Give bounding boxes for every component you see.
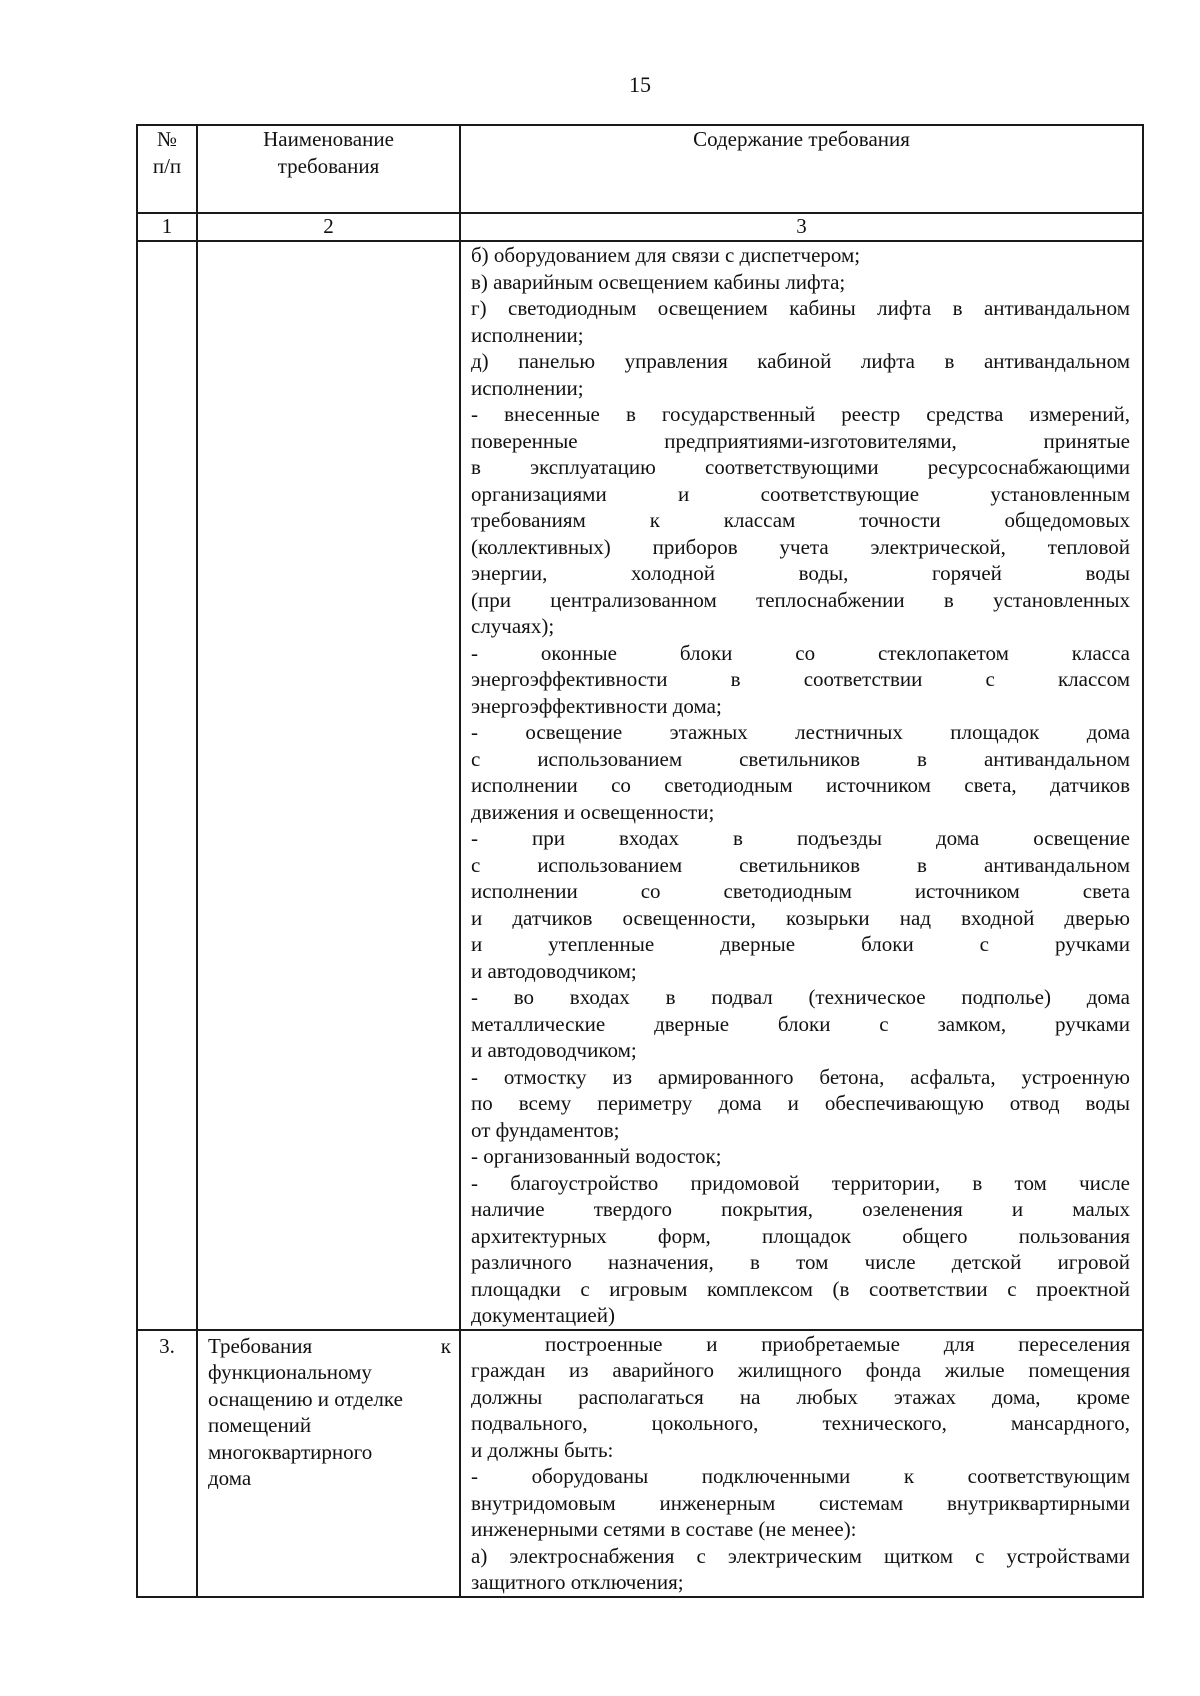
text-line: и датчиков освещенности, козырьки над входной дверью [471, 905, 1130, 930]
text-line: случаях); [471, 614, 555, 638]
text-line: - при входах в подъезды дома освещение [471, 826, 1130, 850]
text-line: документацией) [471, 1303, 615, 1327]
text-line: защитного отключения; [471, 1570, 684, 1594]
text-line: Требования к [208, 1333, 451, 1358]
text-line: с использованием светильников в антивандальном [471, 746, 1130, 771]
text-line: функциональному [208, 1360, 372, 1384]
text-line: энергоэффективности в соответствии с классом [471, 667, 1130, 691]
text-line: от фундаментов; [471, 1117, 620, 1142]
text-line: исполнении со светодиодным источником света [471, 879, 1130, 903]
text-line: - оборудованы подключенными к соответствующим [471, 1464, 1130, 1488]
header-number-line: № [156, 127, 178, 151]
text-line: построенные и приобретаемые для переселения [545, 1331, 1130, 1356]
requirements-table [136, 124, 1144, 1598]
text-line: архитектурных форм, площадок общего пользования [471, 1223, 1130, 1248]
row-content-cell [460, 1330, 1143, 1597]
header-number-line: п/п [152, 153, 182, 178]
text-line: энергии, холодной воды, горячей воды [471, 561, 1130, 585]
text-line: (коллективных) приборов учета электрической, тепловой [471, 534, 1130, 559]
text-line: - организованный водосток; [471, 1144, 722, 1168]
text-line: поверенные предприятиями-изготовителями, принятые [471, 428, 1130, 453]
text-line: внутридомовым инженерным системам внутриквартирными [471, 1490, 1130, 1515]
text-line: исполнении; [471, 322, 584, 347]
text-line: дома [208, 1466, 252, 1490]
text-line: помещений [208, 1413, 312, 1437]
text-line: граждан из аварийного жилищного фонда жилые помещения [471, 1358, 1130, 1382]
text-line: - отмостку из армированного бетона, асфальта, устроенную [471, 1064, 1130, 1089]
row-number-cell: 3. [137, 1330, 197, 1597]
header-name-line: Наименование [263, 127, 394, 151]
text-line: исполнении со светодиодным источником света, датчиков [471, 773, 1130, 797]
text-line: различного назначения, в том числе детской игровой [471, 1250, 1130, 1274]
page-number: 15 [629, 72, 651, 97]
text-line: д) панелью управления кабиной лифта в антивандальном [471, 349, 1130, 373]
row-name-cell [197, 1330, 460, 1597]
text-line: - благоустройство придомовой территории, в том числе [471, 1170, 1130, 1195]
header-number [137, 125, 197, 213]
text-line: подвального, цокольного, технического, мансардного, [471, 1411, 1130, 1435]
text-line: и утепленные дверные блоки с ручками [471, 932, 1130, 956]
table-row [137, 241, 1143, 1330]
text-line: многоквартирного [208, 1439, 373, 1464]
row-content-cell [460, 241, 1143, 1330]
table-header-row [137, 125, 1143, 213]
text-line: (при централизованном теплоснабжении в установленных [471, 587, 1130, 612]
text-line: и автодоводчиком; [471, 1038, 637, 1062]
column-numbers-row [137, 213, 1143, 241]
text-line: - во входах в подвал (техническое подполье) дома [471, 985, 1130, 1009]
table-row [137, 1330, 1143, 1597]
text-line: организациями и соответствующие установленным [471, 481, 1130, 506]
header-content: Содержание требования [460, 125, 1143, 213]
text-line: исполнении; [471, 375, 584, 400]
text-line: в) аварийным освещением кабины лифта; [471, 269, 846, 294]
text-line: требованиям к классам точности общедомовых [471, 508, 1130, 532]
text-line: в эксплуатацию соответствующими ресурсоснабжающими [471, 455, 1130, 479]
text-line: металлические дверные блоки с замком, ручками [471, 1011, 1130, 1036]
text-line: с использованием светильников в антивандальном [471, 852, 1130, 877]
text-line: энергоэффективности дома; [471, 693, 722, 718]
text-line: наличие твердого покрытия, озеленения и малых [471, 1197, 1130, 1221]
column-number: 2 [197, 213, 460, 241]
text-line: б) оборудованием для связи с диспетчером; [471, 243, 861, 267]
text-line: г) светодиодным освещением кабины лифта в антивандальном [471, 296, 1130, 320]
text-line: и должны быть: [471, 1437, 614, 1462]
header-name-line: требования [277, 153, 380, 178]
text-line: площадки с игровым комплексом (в соответствии с проектной [471, 1276, 1130, 1301]
text-line: по всему периметру дома и обеспечивающую отвод воды [471, 1091, 1130, 1115]
column-number: 1 [137, 213, 197, 241]
text-line: - оконные блоки со стеклопакетом класса [471, 640, 1130, 665]
text-line: - внесенные в государственный реестр средства измерений, [471, 402, 1130, 426]
column-number: 3 [460, 213, 1143, 241]
text-line: и автодоводчиком; [471, 958, 637, 983]
header-name [197, 125, 460, 213]
text-line: инженерными сетями в составе (не менее): [471, 1517, 857, 1541]
text-line: оснащению и отделке [208, 1386, 403, 1411]
row-name-cell [197, 241, 460, 1330]
text-line: - освещение этажных лестничных площадок дома [471, 720, 1130, 744]
row-number-cell [137, 241, 197, 1330]
text-line: а) электроснабжения с электрическим щитком с устройствами [471, 1543, 1130, 1568]
text-line: движения и освещенности; [471, 799, 715, 824]
text-line: должны располагаться на любых этажах дома, кроме [471, 1384, 1130, 1409]
